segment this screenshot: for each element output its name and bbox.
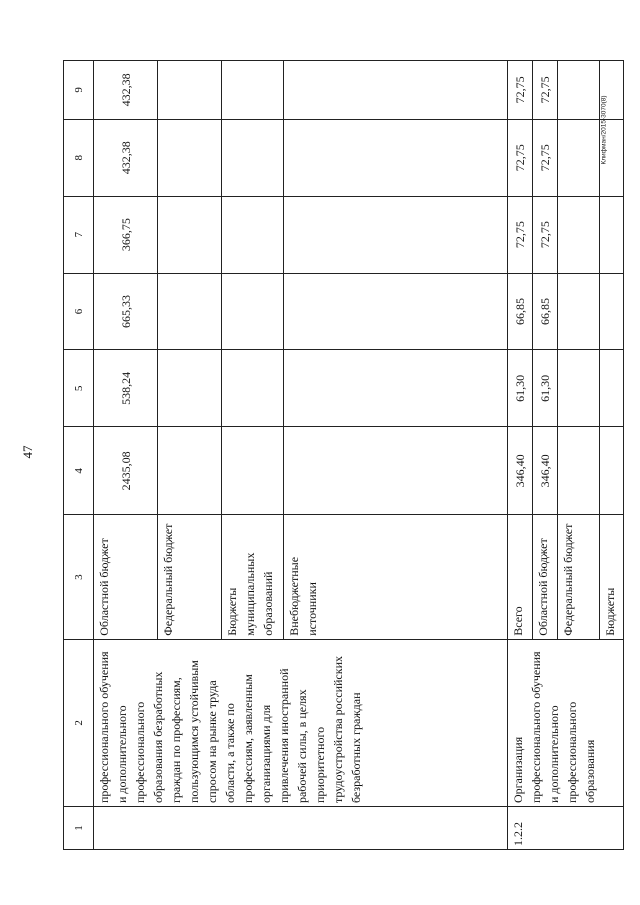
value-cell [222,61,284,120]
value-cell: 66,85 [508,273,533,350]
value-cell [600,196,624,273]
value-cell: 346,40 [533,427,558,515]
value-cell: 72,75 [533,119,558,196]
table-row [94,61,158,850]
value-cell [222,350,284,427]
value-cell: 432,38 [94,119,158,196]
value-cell: 432,38 [94,61,158,120]
value-cell [158,427,222,515]
value-cell [158,61,222,120]
value-cell [600,119,624,196]
value-cell [558,427,600,515]
value-cell [158,273,222,350]
header-cell: 3 [64,515,94,639]
header-cell: 7 [64,196,94,273]
source-label: Бюджеты [600,515,624,639]
value-cell: 346,40 [508,427,533,515]
value-cell [600,61,624,120]
budget-table [63,60,624,850]
header-cell: 8 [64,119,94,196]
table-row [508,61,533,850]
value-cell [158,119,222,196]
header-cell: 1 [64,807,94,850]
value-cell: 66,85 [533,273,558,350]
header-cell: 9 [64,61,94,120]
document-stamp: Клифман/2015-3070(8) [600,95,608,165]
value-cell [158,196,222,273]
page-number: 47 [20,445,35,459]
value-cell [284,427,508,515]
source-label: Бюджеты муниципальных образований [222,515,284,639]
source-label: Областной бюджет [533,515,558,639]
source-label: Федеральный бюджет [558,515,600,639]
item-number: 1.2.2 [508,807,624,850]
source-label: Областной бюджет [94,515,158,639]
header-cell: 2 [64,639,94,806]
value-cell [558,350,600,427]
value-cell [284,61,508,120]
header-row [64,61,94,850]
header-cell: 4 [64,427,94,515]
source-label: Внебюджетные источники [284,515,508,639]
value-cell: 538,24 [94,350,158,427]
value-cell [222,273,284,350]
value-cell [600,273,624,350]
value-cell [284,273,508,350]
value-cell: 72,75 [533,196,558,273]
value-cell [558,273,600,350]
value-cell [222,119,284,196]
value-cell [158,350,222,427]
value-cell: 72,75 [508,196,533,273]
value-cell [600,427,624,515]
value-cell: 665,33 [94,273,158,350]
value-cell [558,196,600,273]
header-cell: 6 [64,273,94,350]
value-cell: 61,30 [533,350,558,427]
value-cell: 2435,08 [94,427,158,515]
value-cell: 72,75 [508,61,533,120]
value-cell [284,196,508,273]
header-cell: 5 [64,350,94,427]
value-cell: 72,75 [533,61,558,120]
value-cell [284,119,508,196]
value-cell [558,61,600,120]
value-cell [222,427,284,515]
source-label: Федеральный бюджет [158,515,222,639]
value-cell [222,196,284,273]
value-cell [558,119,600,196]
item-description: Организация профессионального обучения и дополнительного профессионального образования [508,639,624,806]
value-cell: 72,75 [508,119,533,196]
item-number [94,807,508,850]
value-cell: 366,75 [94,196,158,273]
item-description: профессионального обучения и дополнительного профессионального образования безработных граждан по профессиям, пользующимся устойчивым спросом на рынке труда области, а также по профессиям, заявленным организациями для привлечения иностранной рабочей силы, в целях приоритетного трудоустройства российских безработных граждан [94,639,508,806]
source-label: Всего [508,515,533,639]
value-cell [284,350,508,427]
value-cell [600,350,624,427]
value-cell: 61,30 [508,350,533,427]
